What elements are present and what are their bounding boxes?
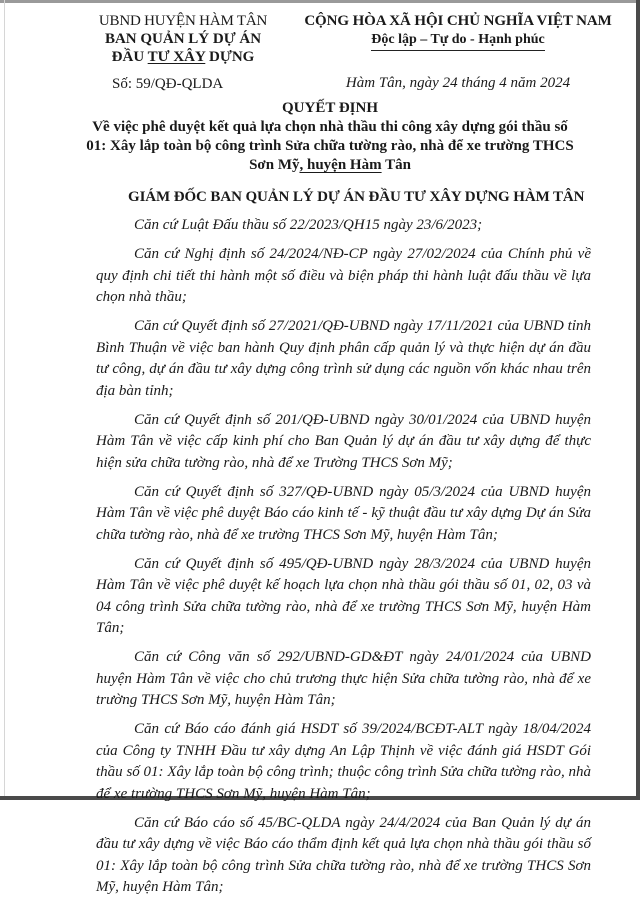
- agency-parent: UBND HUYỆN HÀM TÂN: [98, 13, 268, 29]
- agency-name-part: DỰNG: [205, 49, 255, 65]
- agency-name-line1: BAN QUẢN LÝ DỰ ÁN: [104, 31, 262, 47]
- legal-basis-item: Căn cứ Luật Đấu thầu số 22/2023/QH15 ngày 23/6/2023;: [134, 217, 483, 233]
- decision-heading: QUYẾT ĐỊNH: [282, 100, 378, 116]
- decision-subject-line1: Về việc phê duyệt kết quả lựa chọn nhà thầu thi công xây dựng gói thầu số: [92, 119, 568, 135]
- document-number: Số: 59/QĐ-QLDA: [112, 76, 224, 92]
- subject-part: Sơn Mỹ: [249, 157, 300, 173]
- decision-subject-line2: 01: Xây lắp toàn bộ công trình Sửa chữa tường rào, nhà để xe trường THCS: [86, 138, 574, 154]
- page-frame-right: [636, 0, 640, 800]
- legal-basis-item: Căn cứ Quyết định số 27/2021/QĐ-UBND ngày 17/11/2021 của UBND tỉnh Bình Thuận về việc ban hành Quy định phân cấp quản lý và thực hiện dự án đầu tư công, dự án đầu tư xây dựng công trình sử dụng các nguồn vốn khác nhau trên địa bàn tỉnh;: [96, 318, 591, 399]
- legal-basis-item: Căn cứ Quyết định số 495/QĐ-UBND ngày 28/3/2024 của UBND huyện Hàm Tân về việc phê duyệt kế hoạch lựa chọn nhà thầu gói thầu số 01, 02, 03 và 04 công trình Sửa chữa tường rào, nhà để xe trường THCS Sơn Mỹ, huyện Hàm Tân;: [96, 555, 591, 636]
- subject-underlined: , huyện Hàm: [299, 157, 382, 173]
- legal-basis-item: Căn cứ Quyết định số 327/QĐ-UBND ngày 05/3/2024 của UBND huyện Hàm Tân về việc phê duyệt Báo cáo kinh tế - kỹ thuật đầu tư xây dựng Dự án Sửa chữa tường rào, nhà để xe trường THCS Sơn Mỹ, huyện Hàm Tân;: [96, 483, 591, 543]
- agency-name-underlined: TƯ XÂY: [147, 49, 206, 65]
- page-frame-left: [4, 0, 5, 800]
- subject-part: Tân: [381, 157, 411, 173]
- agency-name-line2: [98, 48, 268, 66]
- legal-basis-item: Căn cứ Báo cáo đánh giá HSDT số 39/2024/BCĐT-ALT ngày 18/04/2024 của Công ty TNHH Đầu tư xây dựng An Lập Thịnh về việc đánh giá HSDT Gói thầu số 01: Xây lắp toàn bộ công trình; thuộc công trình Sửa chữa tường rào, nhà để xe trường THCS Sơn Mỹ, huyện Hàm Tân;: [96, 721, 591, 802]
- place-and-date: Hàm Tân, ngày 24 tháng 4 năm 2024: [345, 75, 571, 91]
- agency-name-part: ĐẦU: [111, 49, 148, 65]
- legal-basis-item: Căn cứ Báo cáo số 45/BC-QLDA ngày 24/4/2024 của Ban Quản lý dự án đầu tư xây dựng về việc Báo cáo thẩm định kết quả lựa chọn nhà thầu gói thầu số 01: Xây lắp toàn bộ công trình Sửa chữa tường rào, nhà để xe trường THCS Sơn Mỹ, huyện Hàm Tân;: [96, 814, 591, 895]
- page-frame-top: [0, 0, 640, 3]
- decision-title-block: [80, 99, 580, 175]
- legal-basis-item: Căn cứ Nghị định số 24/2024/NĐ-CP ngày 27/02/2024 của Chính phủ về quy định chi tiết thi hành một số điều và biện pháp thi hành luật đấu thầu về lựa chọn nhà thầu;: [96, 246, 591, 305]
- decision-subject-line3: [80, 156, 580, 175]
- national-motto: Độc lập – Tự do - Hạnh phúc: [371, 31, 544, 51]
- nation-name: CỘNG HÒA XÃ HỘI CHỦ NGHĨA VIỆT NAM: [304, 13, 612, 29]
- legal-bases: [96, 215, 591, 906]
- issuing-agency-block: [98, 12, 268, 93]
- legal-basis-item: Căn cứ Quyết định số 201/QĐ-UBND ngày 30/01/2024 của UBND huyện Hàm Tân về việc cấp kinh phí cho Ban Quản lý dự án đầu tư xây dựng để thực hiện sửa chữa tường rào, nhà để xe Trường THCS Sơn Mỹ;: [96, 411, 591, 471]
- national-header-block: [298, 12, 618, 92]
- issuing-authority: GIÁM ĐỐC BAN QUẢN LÝ DỰ ÁN ĐẦU TƯ XÂY DỰNG HÀM TÂN: [128, 189, 585, 205]
- legal-basis-item: Căn cứ Công văn số 292/UBND-GD&ĐT ngày 24/01/2024 của UBND huyện Hàm Tân về việc cho chủ trương thực hiện Sửa chữa tường rào, nhà để xe trường THCS Sơn Mỹ, huyện Hàm Tân;: [96, 649, 591, 708]
